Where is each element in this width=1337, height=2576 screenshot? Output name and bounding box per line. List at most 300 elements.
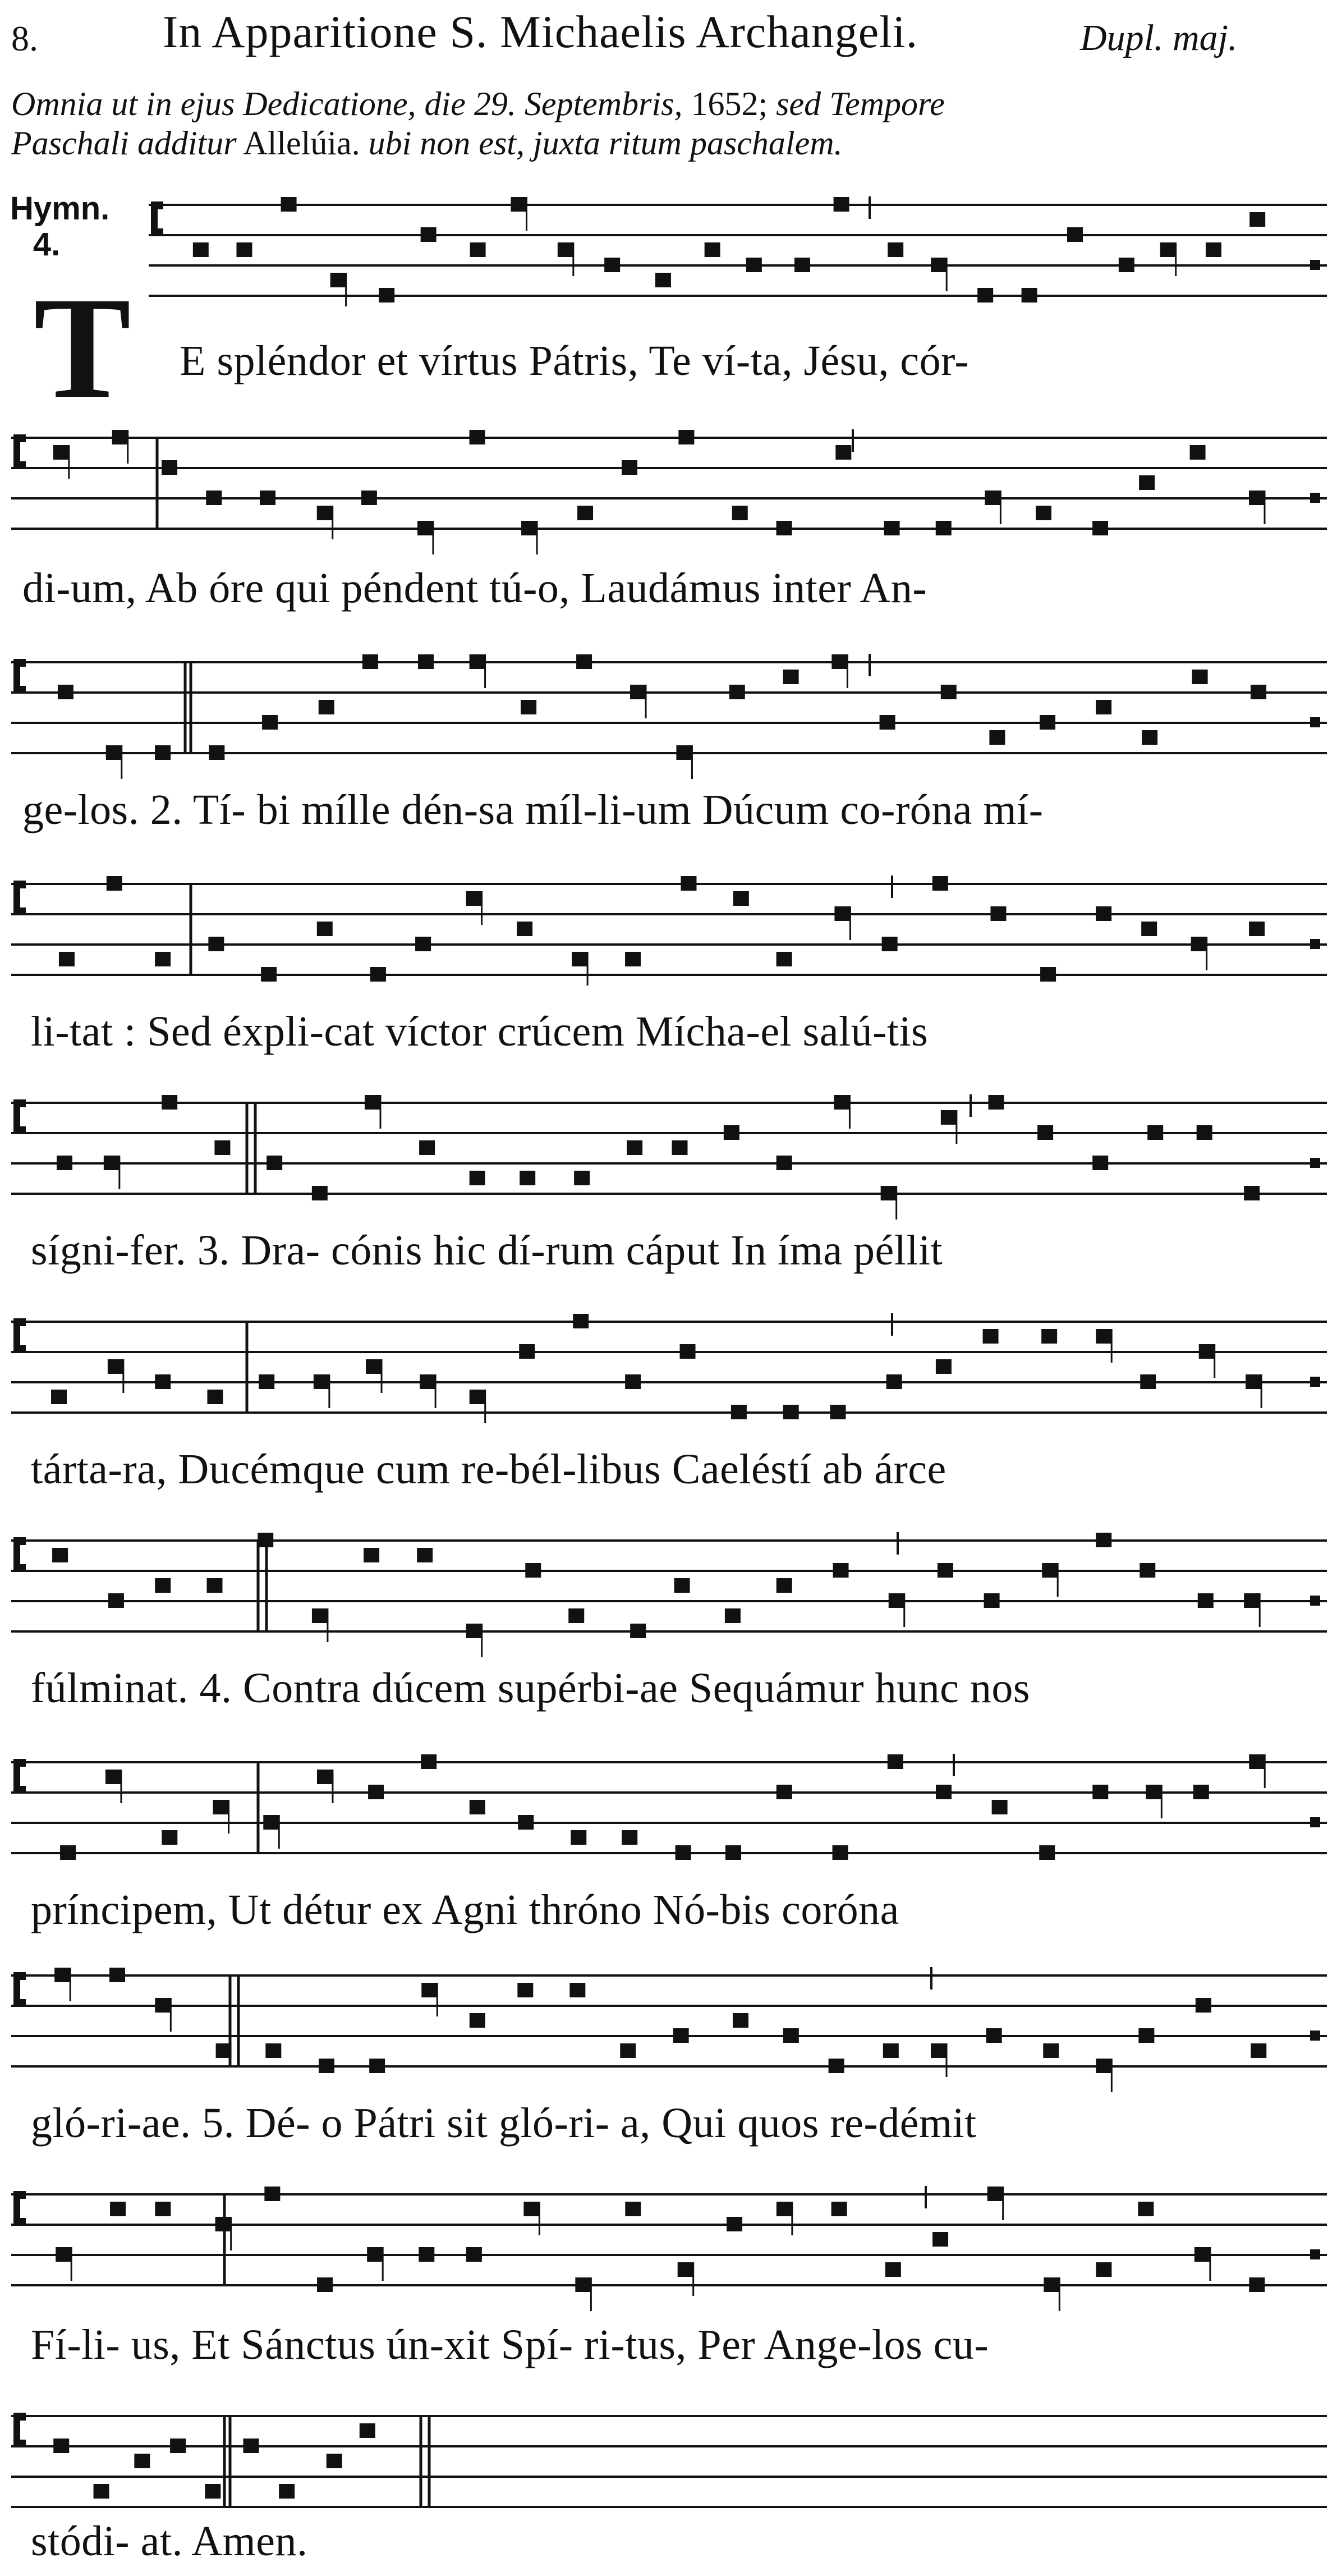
- neume-note: [1022, 288, 1037, 302]
- neume-note: [262, 715, 278, 730]
- neume-note: [620, 2043, 636, 2058]
- neume-note: [680, 1344, 696, 1359]
- staff-system: [0, 1310, 1337, 1446]
- neume-note: [369, 2059, 385, 2073]
- neume-note: [1138, 2028, 1154, 2043]
- neume-note: [110, 2202, 126, 2216]
- neume-note: [1096, 906, 1111, 921]
- neume-note: [53, 2439, 69, 2453]
- neume-note: [1249, 1754, 1265, 1769]
- neume-note: [108, 1359, 123, 1374]
- neume-note: [1140, 1374, 1156, 1389]
- neume-note: [1140, 1563, 1155, 1578]
- custos: [1310, 2030, 1320, 2041]
- neume-note: [263, 1815, 279, 1830]
- neume-note: [1039, 1845, 1055, 1860]
- neume-note: [215, 2217, 231, 2231]
- neume-note: [470, 1390, 485, 1404]
- neume-note: [370, 967, 386, 982]
- neume-note: [1141, 922, 1157, 936]
- neume-note: [1040, 715, 1055, 730]
- c-clef-icon: [151, 201, 163, 236]
- neume-note: [155, 952, 171, 966]
- staff: [0, 1529, 1337, 1665]
- neume-note: [470, 1171, 485, 1185]
- neume-note: [366, 1359, 382, 1374]
- neume-note: [1041, 1329, 1057, 1344]
- neume-note: [520, 1171, 535, 1185]
- neume-note: [990, 906, 1006, 921]
- neume-note: [676, 1845, 691, 1860]
- neume-note: [992, 1800, 1008, 1814]
- neume-note: [783, 670, 799, 684]
- neume-note: [360, 2423, 375, 2438]
- staff-system: [0, 1092, 1337, 1227]
- neume-note: [931, 2043, 947, 2058]
- neume-note: [672, 1140, 688, 1155]
- neume-note: [569, 1983, 585, 1997]
- neume-note: [361, 491, 377, 505]
- neume-note: [261, 967, 277, 982]
- neume-note: [330, 273, 346, 287]
- neume-note: [571, 1830, 586, 1845]
- neume-note: [1138, 2202, 1154, 2216]
- neume-note: [511, 197, 526, 212]
- neume-note: [314, 1374, 329, 1389]
- c-clef-icon: [13, 659, 26, 694]
- custos: [1310, 2249, 1320, 2259]
- neume-note: [470, 654, 485, 669]
- neume-note: [1147, 1125, 1163, 1140]
- page-number: 8.: [11, 19, 38, 58]
- neume-note: [1092, 1156, 1108, 1170]
- staff: [0, 1310, 1337, 1446]
- neume-note: [1244, 1593, 1260, 1608]
- neume-note: [1092, 521, 1108, 535]
- neume-note: [312, 1186, 328, 1200]
- neume-note: [880, 715, 895, 730]
- neume-note: [279, 2484, 295, 2499]
- neume-note: [58, 685, 73, 699]
- staff-system: [0, 427, 1337, 562]
- neume-note: [1251, 685, 1266, 699]
- rubric-text-4: ubi non est, juxta ritum paschalem.: [368, 125, 843, 162]
- neume-note: [576, 654, 592, 669]
- neume-note: [521, 521, 537, 535]
- neume-note: [724, 1125, 739, 1140]
- c-clef-icon: [13, 1759, 26, 1794]
- neume-note: [577, 506, 593, 520]
- neume-note: [986, 2028, 1002, 2043]
- staff: [0, 1751, 1337, 1887]
- neume-note: [317, 2277, 333, 2292]
- neume-note: [834, 1095, 849, 1110]
- custos: [1310, 939, 1320, 949]
- page-header: [0, 0, 1337, 185]
- neume-note: [134, 2454, 150, 2468]
- neume-note: [367, 2247, 383, 2262]
- neume-note: [888, 242, 903, 257]
- neume-note: [733, 2013, 748, 2028]
- neume-note: [777, 1578, 792, 1593]
- lyric-line: li-tat : Sed éxpli-cat víctor crúcem Mícha-el salú-tis: [31, 1008, 929, 1055]
- neume-note: [1044, 2277, 1059, 2292]
- neume-note: [1197, 1125, 1212, 1140]
- neume-note: [886, 1374, 902, 1389]
- neume-note: [885, 2262, 901, 2277]
- staff: [0, 427, 1337, 562]
- drop-capital: T: [34, 267, 131, 429]
- custos: [1310, 1377, 1320, 1387]
- lyric-line: stódi- at. Amen.: [31, 2518, 308, 2565]
- neume-note: [419, 2247, 434, 2262]
- c-clef-icon: [13, 434, 26, 469]
- neume-note: [213, 1800, 229, 1814]
- c-clef-icon: [13, 881, 26, 915]
- neume-note: [112, 430, 128, 444]
- neume-note: [60, 1845, 76, 1860]
- neume-note: [1194, 2247, 1210, 2262]
- staff-system: [0, 1964, 1337, 2100]
- neume-note: [733, 891, 749, 906]
- neume-note: [525, 1563, 541, 1578]
- neume-note: [1042, 1563, 1058, 1578]
- neume-note: [421, 1754, 437, 1769]
- neume-note: [674, 1578, 690, 1593]
- lyric-line: fúlminat. 4. Contra dúcem supérbi-ae Sequámur hunc nos: [31, 1665, 1030, 1712]
- neume-note: [106, 745, 122, 760]
- neume-note: [94, 2484, 109, 2499]
- staff: [0, 2183, 1337, 2319]
- neume-note: [573, 1314, 589, 1328]
- neume-note: [938, 1563, 953, 1578]
- neume-note: [732, 506, 748, 520]
- neume-note: [622, 460, 637, 475]
- neume-note: [630, 685, 646, 699]
- c-clef-icon: [13, 1099, 26, 1134]
- neume-note: [829, 2059, 844, 2073]
- neume-note: [107, 876, 122, 891]
- neume-note: [1142, 730, 1157, 745]
- neume-note: [519, 1344, 535, 1359]
- neume-note: [627, 1140, 642, 1155]
- neume-note: [834, 197, 849, 212]
- neume-note: [317, 1770, 333, 1784]
- neume-note: [622, 1830, 637, 1845]
- lyric-line: di-um, Ab óre qui péndent tú-o, Laudámus inter An-: [22, 565, 927, 612]
- neume-note: [521, 700, 536, 714]
- neume-note: [783, 1405, 799, 1419]
- neume-note: [676, 745, 692, 760]
- neume-note: [162, 1830, 177, 1845]
- neume-note: [155, 745, 171, 760]
- neume-note: [936, 1785, 952, 1799]
- neume-note: [216, 2043, 232, 2058]
- neume-note: [470, 2013, 485, 2028]
- neume-note: [281, 197, 297, 212]
- neume-note: [470, 1800, 485, 1814]
- neume-note: [1040, 967, 1056, 982]
- neume-note: [625, 1374, 641, 1389]
- neume-note: [725, 1608, 741, 1623]
- neume-note: [625, 2202, 641, 2216]
- neume-note: [170, 2439, 186, 2453]
- neume-note: [932, 2232, 948, 2247]
- neume-note: [834, 906, 850, 921]
- neume-note: [327, 2454, 342, 2468]
- neume-note: [364, 1548, 379, 1562]
- neume-note: [421, 227, 437, 242]
- neume-note: [1096, 1329, 1111, 1344]
- neume-note: [725, 1845, 741, 1860]
- neume-note: [1249, 212, 1265, 227]
- neume-note: [57, 1156, 72, 1170]
- staff: [0, 1964, 1337, 2100]
- staff-system: [0, 873, 1337, 1009]
- neume-note: [518, 1815, 534, 1830]
- neume-note: [941, 1110, 957, 1125]
- neume-note: [258, 1533, 273, 1547]
- neume-note: [319, 700, 334, 714]
- neume-note: [777, 1785, 792, 1799]
- neume-note: [319, 2059, 334, 2073]
- neume-note: [987, 2187, 1003, 2201]
- neume-note: [415, 937, 431, 951]
- neume-note: [466, 2247, 482, 2262]
- neume-note: [630, 1624, 646, 1638]
- neume-note: [1196, 1998, 1211, 2013]
- neume-note: [155, 1578, 171, 1593]
- c-clef-icon: [13, 2413, 26, 2447]
- neume-note: [731, 1405, 747, 1419]
- neume-note: [989, 730, 1005, 745]
- feast-rank: Dupl. maj.: [1080, 17, 1238, 58]
- neume-note: [207, 1390, 223, 1404]
- neume-note: [932, 876, 948, 891]
- neume-note: [1244, 1186, 1260, 1200]
- neume-note: [317, 506, 333, 520]
- neume-note: [207, 1578, 223, 1593]
- neume-note: [104, 1156, 120, 1170]
- neume-note: [208, 937, 224, 951]
- neume-note: [941, 685, 957, 699]
- neume-note: [1190, 445, 1206, 460]
- neume-note: [52, 1548, 68, 1562]
- neume-note: [777, 952, 792, 966]
- neume-note: [517, 1983, 533, 1997]
- staff-system: [0, 1529, 1337, 1665]
- neume-note: [625, 952, 641, 966]
- neume-note: [833, 1563, 849, 1578]
- neume-note: [568, 1608, 584, 1623]
- neume-note: [162, 460, 177, 475]
- rubric-year: 1652;: [682, 85, 777, 122]
- neume-note: [420, 1374, 435, 1389]
- custos: [1310, 1596, 1320, 1606]
- neume-note: [1206, 242, 1221, 257]
- neume-note: [1092, 1785, 1108, 1799]
- neume-note: [830, 1405, 846, 1419]
- neume-note: [1251, 2043, 1266, 2058]
- neume-note: [59, 952, 75, 966]
- neume-note: [1199, 1344, 1215, 1359]
- neume-note: [523, 2202, 539, 2216]
- neume-note: [705, 242, 720, 257]
- rubric-text-3: Paschali additur: [11, 125, 237, 162]
- c-clef-icon: [13, 1318, 26, 1353]
- neume-note: [365, 1095, 380, 1110]
- neume-note: [889, 1593, 904, 1608]
- staff: [0, 651, 1337, 787]
- neume-note: [572, 952, 587, 966]
- neume-note: [575, 2277, 591, 2292]
- neume-note: [1198, 1593, 1214, 1608]
- neume-note: [681, 876, 696, 891]
- neume-note: [214, 1140, 230, 1155]
- hymn-label-word: Hymn.: [10, 190, 110, 227]
- neume-note: [881, 1186, 897, 1200]
- neume-note: [833, 1845, 848, 1860]
- neume-note: [831, 654, 847, 669]
- neume-note: [109, 1968, 125, 1982]
- staff: [0, 194, 1337, 329]
- neume-note: [729, 685, 745, 699]
- neume-note: [777, 521, 792, 535]
- neume-note: [51, 1390, 67, 1404]
- staff-system: [0, 1751, 1337, 1887]
- neume-note: [417, 521, 433, 535]
- neume-note: [53, 445, 69, 460]
- neume-note: [888, 1754, 903, 1769]
- c-clef-icon: [13, 2191, 26, 2226]
- neume-note: [517, 922, 532, 936]
- staff-system: [0, 2183, 1337, 2319]
- neume-note: [267, 1156, 282, 1170]
- neume-note: [1249, 491, 1265, 505]
- neume-note: [1249, 2277, 1265, 2292]
- neume-note: [1139, 475, 1155, 490]
- neume-note: [155, 1374, 171, 1389]
- custos: [1310, 717, 1320, 727]
- neume-note: [466, 891, 482, 906]
- neume-note: [882, 937, 898, 951]
- neume-note: [56, 2247, 71, 2262]
- neume-note: [727, 2217, 742, 2231]
- neume-note: [936, 521, 952, 535]
- lyric-line: gló-ri-ae. 5. Dé- o Pátri sit gló-ri- a, Qui quos re-démit: [31, 2100, 977, 2147]
- neume-note: [1193, 1785, 1209, 1799]
- neume-note: [831, 2202, 847, 2216]
- neume-note: [835, 445, 851, 460]
- neume-note: [746, 258, 762, 272]
- neume-note: [989, 1095, 1004, 1110]
- neume-note: [155, 2202, 171, 2216]
- neume-note: [419, 1140, 435, 1155]
- neume-note: [264, 2187, 280, 2201]
- neume-note: [362, 654, 378, 669]
- feast-title: In Apparitione S. Michaelis Archangeli.: [163, 6, 918, 57]
- neume-note: [466, 1624, 482, 1638]
- neume-note: [243, 2439, 259, 2453]
- neume-note: [1043, 2043, 1059, 2058]
- rubric-alleluia: Allelúia.: [236, 125, 369, 162]
- neume-note: [1067, 227, 1083, 242]
- neume-note: [655, 273, 671, 287]
- neume-note: [193, 242, 209, 257]
- neume-note: [379, 288, 394, 302]
- neume-note: [984, 1593, 1000, 1608]
- neume-note: [1096, 1533, 1111, 1547]
- custos: [1310, 260, 1320, 270]
- neume-note: [417, 1548, 433, 1562]
- hymn-number: 4.: [33, 226, 61, 263]
- neume-note: [317, 922, 333, 936]
- neume-note: [936, 1359, 952, 1374]
- lyric-line: tárta-ra, Ducémque cum re-bél-libus Caeléstí ab árce: [31, 1446, 947, 1493]
- neume-note: [604, 258, 620, 272]
- neume-note: [421, 1983, 437, 1997]
- neume-note: [206, 491, 222, 505]
- neume-note: [54, 1968, 70, 1982]
- neume-note: [1036, 506, 1051, 520]
- neume-note: [162, 1095, 177, 1110]
- neume-note: [1249, 922, 1265, 936]
- neume-note: [108, 1593, 124, 1608]
- neume-note: [470, 242, 486, 257]
- neume-note: [1119, 258, 1134, 272]
- neume-note: [883, 2043, 899, 2058]
- neume-note: [673, 2028, 689, 2043]
- neume-note: [977, 288, 993, 302]
- neume-note: [777, 1156, 792, 1170]
- neume-note: [1037, 1125, 1053, 1140]
- neume-note: [260, 491, 275, 505]
- lyric-line: príncipem, Ut détur ex Agni thróno Nó-bis coróna: [31, 1886, 899, 1933]
- neume-note: [236, 242, 252, 257]
- neume-note: [1191, 937, 1207, 951]
- c-clef-icon: [13, 1537, 26, 1572]
- neume-note: [1096, 700, 1111, 714]
- neume-note: [931, 258, 947, 272]
- neume-note: [259, 1374, 274, 1389]
- lyric-line: E spléndor et vírtus Pátris, Te ví-ta, Jésu, cór-: [180, 337, 970, 384]
- custos: [1310, 1817, 1320, 1827]
- neume-note: [1160, 242, 1176, 257]
- neume-note: [777, 2202, 792, 2216]
- staff: [0, 1092, 1337, 1227]
- custos: [1310, 493, 1320, 503]
- rubric-text-1: Omnia ut in ejus Dedicatione, die 29. Septembris,: [11, 85, 683, 122]
- rubric: [11, 84, 1324, 163]
- neume-note: [155, 1998, 171, 2013]
- neume-note: [312, 1608, 328, 1623]
- neume-note: [985, 491, 1000, 505]
- neume-note: [470, 430, 485, 444]
- neume-note: [983, 1329, 999, 1344]
- neume-note: [418, 654, 434, 669]
- neume-note: [884, 521, 900, 535]
- neume-note: [794, 258, 810, 272]
- neume-note: [265, 2043, 281, 2058]
- neume-note: [783, 2028, 799, 2043]
- neume-note: [678, 430, 694, 444]
- staff-system: [0, 651, 1337, 787]
- staff: [0, 873, 1337, 1009]
- neume-note: [1246, 1374, 1261, 1389]
- rubric-text-2: sed Tempore: [776, 85, 945, 122]
- lyric-line: sígni-fer. 3. Dra- cónis hic dí-rum cáput In íma péllit: [31, 1227, 943, 1274]
- neume-note: [1192, 670, 1208, 684]
